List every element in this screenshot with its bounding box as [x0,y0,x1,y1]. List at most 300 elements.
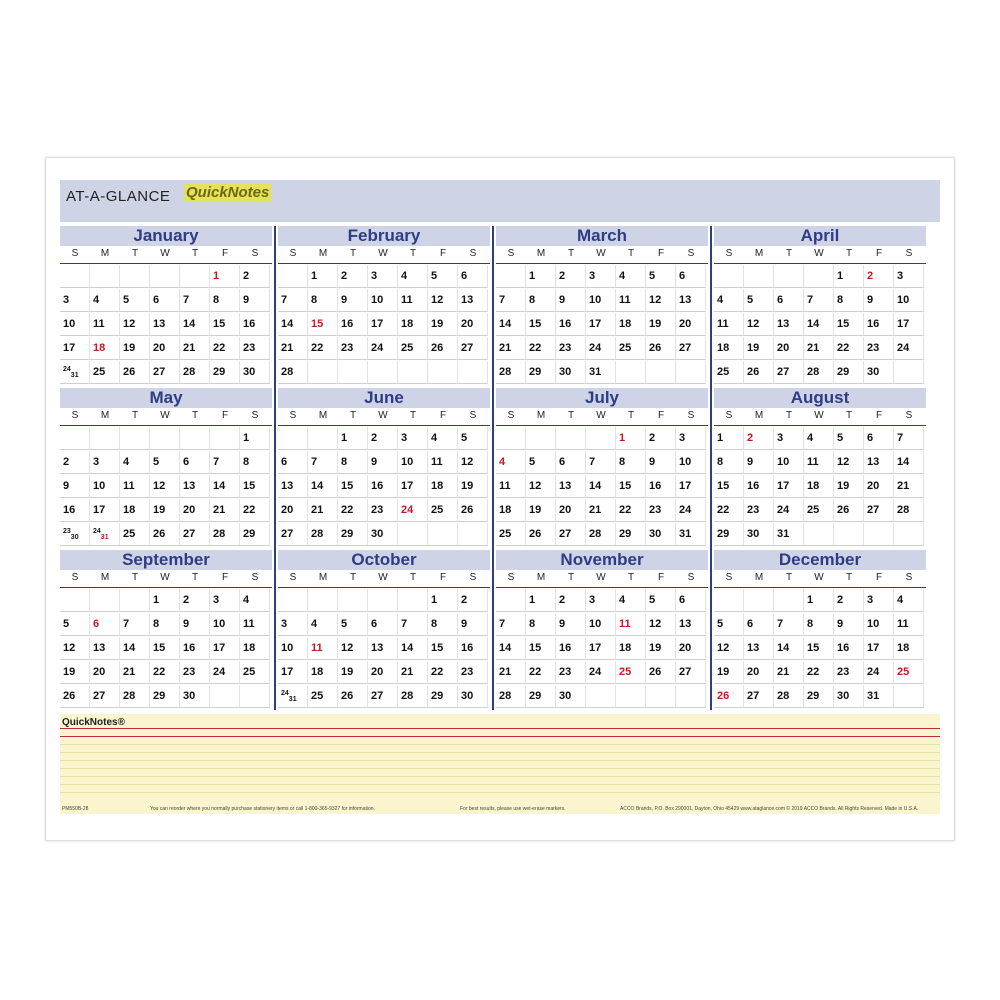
day-cell[interactable]: 20 [774,337,804,360]
day-cell[interactable] [744,265,774,288]
day-cell[interactable]: 13 [864,451,894,474]
day-cell[interactable]: 5 [150,451,180,474]
day-cell[interactable]: 2 [744,427,774,450]
day-cell[interactable]: 12 [150,475,180,498]
day-cell[interactable]: 8 [210,289,240,312]
day-cell[interactable]: 7 [586,451,616,474]
day-cell[interactable]: 15 [526,313,556,336]
day-cell[interactable]: 2 [556,589,586,612]
day-cell[interactable]: 11 [308,637,338,660]
day-cell[interactable] [180,265,210,288]
day-cell[interactable]: 4 [428,427,458,450]
day-cell[interactable]: 17 [586,313,616,336]
day-cell[interactable]: 15 [338,475,368,498]
day-cell[interactable]: 3 [586,589,616,612]
day-cell[interactable]: 20 [864,475,894,498]
day-cell[interactable]: 20 [278,499,308,522]
day-cell[interactable]: 4 [804,427,834,450]
day-cell[interactable]: 20 [368,661,398,684]
day-cell[interactable]: 22 [526,661,556,684]
day-cell[interactable]: 20 [744,661,774,684]
day-cell[interactable]: 13 [150,313,180,336]
day-cell[interactable]: 19 [120,337,150,360]
day-cell[interactable] [120,265,150,288]
day-cell[interactable]: 15 [714,475,744,498]
day-cell[interactable]: 17 [894,313,924,336]
day-cell[interactable]: 21 [398,661,428,684]
day-cell[interactable]: 17 [676,475,706,498]
day-cell[interactable]: 13 [90,637,120,660]
day-cell[interactable] [150,427,180,450]
day-cell[interactable]: 17 [864,637,894,660]
day-cell[interactable] [894,523,924,546]
day-cell[interactable]: 22 [150,661,180,684]
day-cell[interactable]: 1 [210,265,240,288]
day-cell[interactable]: 23 [180,661,210,684]
day-cell[interactable]: 12 [646,289,676,312]
day-cell[interactable] [90,589,120,612]
day-cell[interactable]: 11 [894,613,924,636]
day-cell[interactable]: 22 [616,499,646,522]
day-cell[interactable]: 9 [646,451,676,474]
day-cell[interactable]: 16 [338,313,368,336]
day-cell[interactable] [338,589,368,612]
day-cell[interactable]: 10 [60,313,90,336]
day-cell[interactable]: 8 [616,451,646,474]
day-cell[interactable]: 23 [240,337,270,360]
day-cell[interactable]: 18 [120,499,150,522]
day-cell[interactable]: 14 [180,313,210,336]
day-cell[interactable]: 27 [458,337,488,360]
day-cell[interactable]: 22 [526,337,556,360]
day-cell[interactable] [60,427,90,450]
day-cell[interactable]: 28 [586,523,616,546]
day-cell[interactable]: 2 [60,451,90,474]
day-cell[interactable]: 14 [278,313,308,336]
day-cell[interactable]: 8 [428,613,458,636]
day-cell[interactable]: 5 [834,427,864,450]
day-cell[interactable]: 25 [90,361,120,384]
day-cell[interactable]: 10 [864,613,894,636]
day-cell[interactable]: 13 [676,289,706,312]
day-cell[interactable] [556,427,586,450]
day-cell[interactable]: 30 [240,361,270,384]
day-cell[interactable]: 8 [834,289,864,312]
day-cell[interactable]: 25 [804,499,834,522]
day-cell[interactable]: 28 [278,361,308,384]
day-cell[interactable]: 26 [60,685,90,708]
day-cell[interactable]: 4 [308,613,338,636]
day-cell[interactable]: 23 [368,499,398,522]
day-cell[interactable]: 1 [526,589,556,612]
day-cell[interactable]: 21 [586,499,616,522]
day-cell[interactable]: 21 [308,499,338,522]
day-cell[interactable] [308,427,338,450]
day-cell[interactable]: 14 [210,475,240,498]
day-cell[interactable]: 22 [834,337,864,360]
day-cell[interactable]: 8 [308,289,338,312]
day-cell[interactable]: 19 [646,313,676,336]
day-cell[interactable]: 8 [240,451,270,474]
day-cell[interactable] [60,589,90,612]
day-cell[interactable] [428,523,458,546]
day-cell[interactable]: 11 [398,289,428,312]
day-cell[interactable]: 12 [428,289,458,312]
day-cell[interactable]: 15 [616,475,646,498]
day-cell[interactable]: 30 [556,685,586,708]
day-cell[interactable]: 15 [526,637,556,660]
day-cell[interactable]: 28 [496,361,526,384]
day-cell[interactable] [458,361,488,384]
day-cell[interactable]: 17 [60,337,90,360]
day-cell[interactable]: 8 [338,451,368,474]
day-cell[interactable]: 18 [714,337,744,360]
day-cell[interactable]: 21 [180,337,210,360]
day-cell[interactable]: 3 [90,451,120,474]
day-cell[interactable] [616,361,646,384]
day-cell[interactable]: 9 [180,613,210,636]
day-cell[interactable]: 18 [398,313,428,336]
day-cell[interactable]: 20 [676,313,706,336]
day-cell[interactable]: 12 [60,637,90,660]
day-cell[interactable]: 11 [120,475,150,498]
day-cell[interactable]: 19 [458,475,488,498]
day-cell[interactable]: 14 [308,475,338,498]
day-cell[interactable]: 22 [338,499,368,522]
day-cell[interactable]: 10 [278,637,308,660]
day-cell[interactable]: 10 [586,613,616,636]
day-cell[interactable]: 25 [240,661,270,684]
day-cell[interactable]: 7 [180,289,210,312]
day-cell[interactable]: 1 [240,427,270,450]
day-cell[interactable]: 18 [804,475,834,498]
day-cell[interactable]: 14 [120,637,150,660]
day-cell[interactable]: 13 [458,289,488,312]
day-cell[interactable]: 15 [240,475,270,498]
day-cell[interactable]: 27 [556,523,586,546]
day-cell[interactable]: 28 [120,685,150,708]
day-cell[interactable]: 21 [120,661,150,684]
day-cell[interactable]: 5 [338,613,368,636]
day-cell[interactable]: 23 [864,337,894,360]
day-cell[interactable]: 11 [616,613,646,636]
day-cell[interactable]: 16 [834,637,864,660]
day-cell[interactable] [834,523,864,546]
day-cell[interactable]: 10 [368,289,398,312]
day-cell[interactable]: 27 [774,361,804,384]
day-cell[interactable]: 21 [894,475,924,498]
day-cell[interactable]: 3 [774,427,804,450]
day-cell[interactable]: 19 [150,499,180,522]
day-cell[interactable]: 28 [804,361,834,384]
day-cell[interactable]: 30 [646,523,676,546]
day-cell[interactable] [496,265,526,288]
day-cell[interactable]: 17 [774,475,804,498]
day-cell[interactable]: 2 [864,265,894,288]
day-cell[interactable]: 11 [714,313,744,336]
day-cell[interactable]: 30 [180,685,210,708]
day-cell[interactable]: 9 [240,289,270,312]
day-cell[interactable]: 26 [338,685,368,708]
day-cell[interactable]: 22 [428,661,458,684]
day-cell[interactable]: 15 [834,313,864,336]
day-cell[interactable]: 29 [338,523,368,546]
day-cell[interactable]: 22 [210,337,240,360]
day-cell[interactable]: 9 [864,289,894,312]
day-cell[interactable]: 17 [278,661,308,684]
day-cell[interactable]: 6 [368,613,398,636]
day-cell[interactable]: 7 [774,613,804,636]
day-cell[interactable]: 27 [90,685,120,708]
day-cell[interactable]: 26 [526,523,556,546]
day-cell[interactable] [894,685,924,708]
day-cell[interactable]: 3 [676,427,706,450]
day-cell[interactable]: 1 [804,589,834,612]
day-cell[interactable]: 6 [676,265,706,288]
day-cell[interactable]: 4 [496,451,526,474]
day-cell[interactable]: 24 [586,337,616,360]
day-cell[interactable] [458,523,488,546]
day-cell[interactable]: 26 [646,661,676,684]
day-cell[interactable]: 14 [804,313,834,336]
day-cell[interactable]: 11 [428,451,458,474]
day-cell[interactable]: 26 [120,361,150,384]
day-cell[interactable]: 28 [180,361,210,384]
day-cell[interactable]: 5 [714,613,744,636]
day-cell[interactable]: 14 [586,475,616,498]
day-cell[interactable]: 20 [90,661,120,684]
day-cell[interactable]: 12 [646,613,676,636]
day-cell[interactable]: 11 [616,289,646,312]
day-cell[interactable]: 12 [714,637,744,660]
day-cell[interactable]: 5 [646,265,676,288]
day-cell[interactable]: 29 [210,361,240,384]
day-cell[interactable]: 3 [894,265,924,288]
day-cell[interactable]: 21 [210,499,240,522]
day-cell[interactable]: 25 [428,499,458,522]
day-cell[interactable] [368,361,398,384]
day-cell[interactable]: 6 [278,451,308,474]
day-cell[interactable] [398,523,428,546]
day-cell[interactable]: 9 [556,613,586,636]
day-cell[interactable]: 29 [526,685,556,708]
day-cell[interactable]: 4 [120,451,150,474]
day-cell[interactable]: 19 [338,661,368,684]
day-cell[interactable]: 30 [458,685,488,708]
day-cell[interactable]: 6 [458,265,488,288]
day-cell[interactable]: 23 [458,661,488,684]
day-cell[interactable]: 13 [368,637,398,660]
day-cell[interactable]: 6 [744,613,774,636]
day-cell[interactable]: 12 [458,451,488,474]
day-cell[interactable]: 26 [428,337,458,360]
day-cell[interactable]: 13 [744,637,774,660]
day-cell[interactable]: 24 [894,337,924,360]
day-cell[interactable] [496,427,526,450]
day-cell[interactable]: 16 [864,313,894,336]
day-cell[interactable]: 4 [616,589,646,612]
day-cell[interactable]: 30 [834,685,864,708]
day-cell[interactable]: 1 [526,265,556,288]
day-cell[interactable]: 11 [90,313,120,336]
day-cell[interactable]: 29 [714,523,744,546]
day-cell[interactable] [308,589,338,612]
day-cell[interactable]: 23 [556,661,586,684]
day-cell[interactable]: 10 [398,451,428,474]
day-cell[interactable]: 12 [526,475,556,498]
day-cell[interactable]: 22 [714,499,744,522]
day-cell[interactable]: 28 [774,685,804,708]
day-cell[interactable]: 12 [120,313,150,336]
day-cell[interactable]: 9 [60,475,90,498]
day-cell[interactable] [714,589,744,612]
day-cell[interactable]: 13 [676,613,706,636]
day-cell[interactable] [774,589,804,612]
day-cell[interactable]: 15 [804,637,834,660]
day-cell[interactable]: 10 [586,289,616,312]
day-cell[interactable]: 30 [864,361,894,384]
day-cell[interactable]: 5 [744,289,774,312]
day-cell[interactable]: 8 [150,613,180,636]
day-cell[interactable]: 8 [714,451,744,474]
day-cell[interactable] [586,427,616,450]
day-cell[interactable]: 2 [338,265,368,288]
day-cell[interactable]: 18 [428,475,458,498]
day-cell[interactable]: 7 [210,451,240,474]
day-cell[interactable]: 27 [180,523,210,546]
day-cell[interactable]: 5 [120,289,150,312]
day-cell[interactable]: 15 [210,313,240,336]
day-cell[interactable]: 1 [428,589,458,612]
day-cell[interactable]: 28 [398,685,428,708]
day-cell[interactable] [180,427,210,450]
day-cell[interactable]: 19 [60,661,90,684]
day-cell[interactable] [278,265,308,288]
day-cell[interactable]: 1 [714,427,744,450]
day-cell[interactable]: 29 [616,523,646,546]
day-cell[interactable]: 27 [864,499,894,522]
day-cell[interactable]: 4 [398,265,428,288]
day-cell[interactable]: 17 [586,637,616,660]
day-cell[interactable] [90,427,120,450]
day-cell[interactable]: 16 [556,313,586,336]
day-cell[interactable]: 16 [368,475,398,498]
day-cell[interactable]: 3 [278,613,308,636]
day-cell[interactable]: 25 [714,361,744,384]
day-cell[interactable]: 23 [338,337,368,360]
day-cell[interactable]: $^{24}$31 [278,685,308,708]
day-cell[interactable] [646,685,676,708]
day-cell[interactable]: 31 [676,523,706,546]
day-cell[interactable]: 13 [180,475,210,498]
day-cell[interactable]: 25 [398,337,428,360]
day-cell[interactable]: 10 [676,451,706,474]
day-cell[interactable] [496,589,526,612]
day-cell[interactable]: 19 [646,637,676,660]
day-cell[interactable]: 2 [834,589,864,612]
day-cell[interactable]: 15 [308,313,338,336]
day-cell[interactable]: 19 [526,499,556,522]
day-cell[interactable]: 21 [496,337,526,360]
day-cell[interactable]: 18 [616,637,646,660]
day-cell[interactable]: 6 [90,613,120,636]
day-cell[interactable]: 11 [240,613,270,636]
day-cell[interactable]: 31 [864,685,894,708]
day-cell[interactable]: 2 [368,427,398,450]
day-cell[interactable]: 1 [308,265,338,288]
day-cell[interactable]: 21 [278,337,308,360]
day-cell[interactable]: 31 [774,523,804,546]
day-cell[interactable]: 6 [774,289,804,312]
day-cell[interactable]: 28 [210,523,240,546]
day-cell[interactable]: 29 [240,523,270,546]
day-cell[interactable]: 4 [90,289,120,312]
day-cell[interactable] [804,265,834,288]
day-cell[interactable]: 29 [150,685,180,708]
day-cell[interactable] [646,361,676,384]
day-cell[interactable]: 25 [496,523,526,546]
day-cell[interactable]: 2 [180,589,210,612]
day-cell[interactable]: 23 [556,337,586,360]
day-cell[interactable]: 1 [834,265,864,288]
day-cell[interactable] [428,361,458,384]
day-cell[interactable]: 8 [526,289,556,312]
day-cell[interactable]: 2 [240,265,270,288]
day-cell[interactable]: $^{24}$31 [60,361,90,384]
day-cell[interactable]: 22 [804,661,834,684]
day-cell[interactable]: 1 [616,427,646,450]
day-cell[interactable]: 8 [526,613,556,636]
day-cell[interactable]: 18 [894,637,924,660]
day-cell[interactable]: 18 [308,661,338,684]
day-cell[interactable]: 2 [556,265,586,288]
day-cell[interactable]: 27 [744,685,774,708]
day-cell[interactable] [398,589,428,612]
day-cell[interactable]: 3 [60,289,90,312]
day-cell[interactable]: 11 [804,451,834,474]
day-cell[interactable]: 4 [240,589,270,612]
day-cell[interactable]: 13 [556,475,586,498]
day-cell[interactable] [398,361,428,384]
day-cell[interactable]: 5 [646,589,676,612]
day-cell[interactable]: 3 [586,265,616,288]
day-cell[interactable]: 13 [774,313,804,336]
day-cell[interactable]: 14 [398,637,428,660]
day-cell[interactable]: 26 [834,499,864,522]
day-cell[interactable]: 29 [804,685,834,708]
day-cell[interactable] [278,427,308,450]
day-cell[interactable]: 28 [894,499,924,522]
day-cell[interactable] [864,523,894,546]
day-cell[interactable]: 23 [744,499,774,522]
day-cell[interactable]: 30 [556,361,586,384]
day-cell[interactable]: 10 [210,613,240,636]
day-cell[interactable]: 1 [150,589,180,612]
day-cell[interactable]: 2 [646,427,676,450]
day-cell[interactable]: 18 [90,337,120,360]
day-cell[interactable]: 31 [586,361,616,384]
day-cell[interactable]: 27 [150,361,180,384]
day-cell[interactable]: 29 [428,685,458,708]
day-cell[interactable]: 28 [496,685,526,708]
day-cell[interactable]: 19 [744,337,774,360]
day-cell[interactable] [616,685,646,708]
day-cell[interactable]: 5 [526,451,556,474]
day-cell[interactable]: 17 [210,637,240,660]
day-cell[interactable] [120,427,150,450]
day-cell[interactable]: 17 [368,313,398,336]
day-cell[interactable] [210,427,240,450]
